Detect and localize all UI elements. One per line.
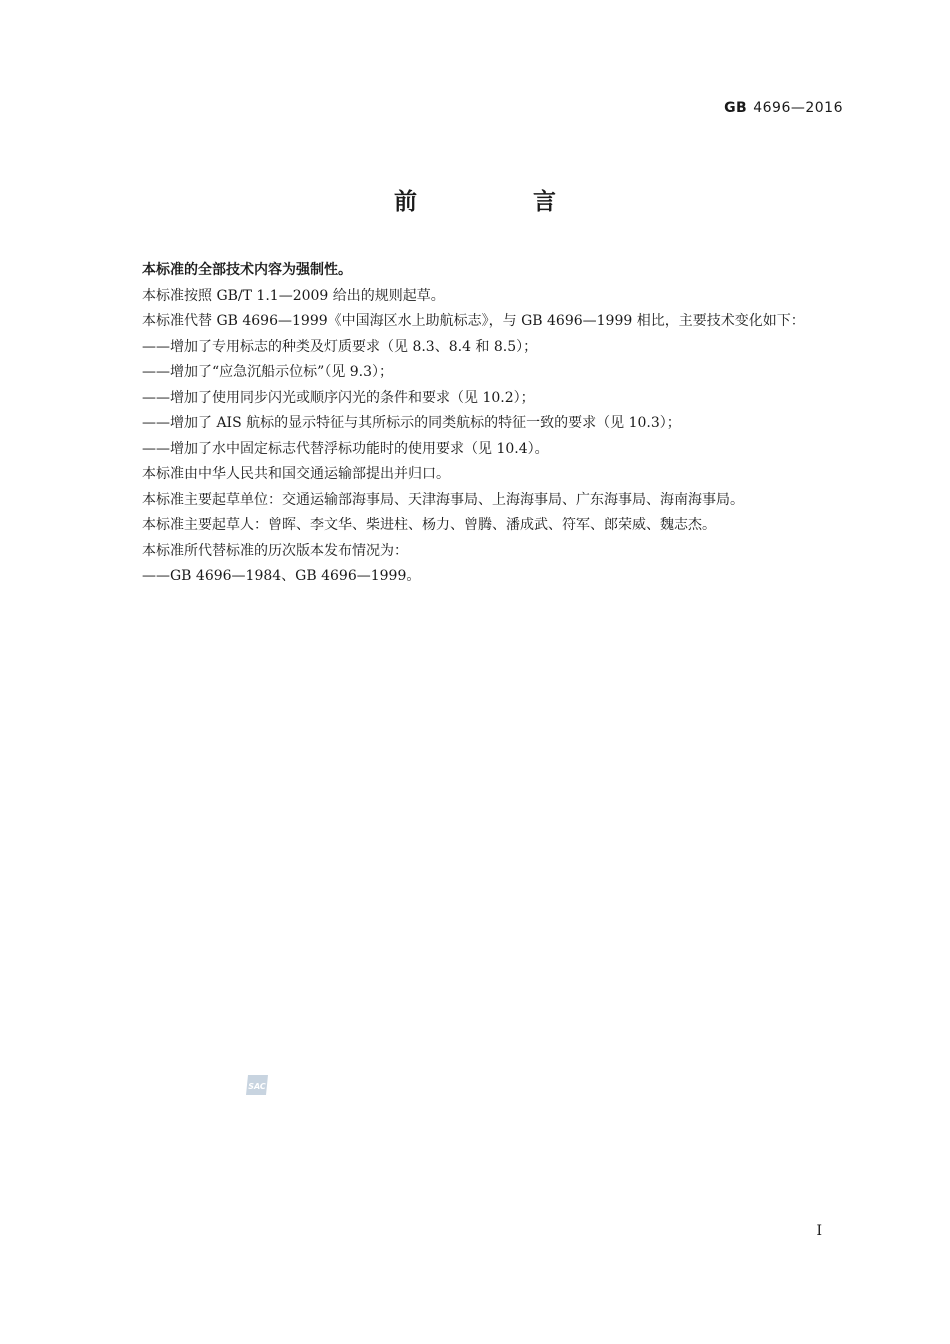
paragraph-mandatory: 本标准的全部技术内容为强制性。	[142, 262, 352, 278]
svg-text:SAC: SAC	[248, 1082, 266, 1091]
page-number: I	[816, 1223, 822, 1239]
list-item: ——增加了使用同步闪光或顺序闪光的条件和要求（见 10.2）；	[142, 389, 535, 406]
list-item: ——增加了 AIS 航标的显示特征与其所标示的同类航标的特征一致的要求（见 10.3）；	[142, 415, 681, 431]
paragraph-history: 本标准所代替标准的历次版本发布情况为：	[142, 542, 408, 559]
sac-watermark-logo	[244, 1073, 270, 1097]
foreword-body	[108, 258, 843, 590]
paragraph-drafters: 本标准主要起草人：曾晖、李文华、柴进柱、杨力、曾腾、潘成武、符军、郎荣威、魏志杰。	[142, 517, 716, 533]
list-item: ——增加了专用标志的种类及灯质要求（见 8.3、8.4 和 8.5）；	[142, 338, 538, 355]
page-title: 前 言	[393, 189, 610, 215]
list-item: ——增加了“应急沉船示位标”（见 9.3）；	[142, 364, 394, 380]
standard-code	[724, 100, 843, 116]
standard-prefix: GB	[724, 100, 748, 116]
paragraph-drafting-units: 本标准主要起草单位：交通运输部海事局、天津海事局、上海海事局、广东海事局、海南海事局。	[142, 491, 744, 508]
paragraph-proposer: 本标准由中华人民共和国交通运输部提出并归口。	[142, 466, 450, 482]
paragraph-drafting-rules: 本标准按照 GB/T 1.1—2009 给出的规则起草。	[142, 287, 445, 304]
paragraph-replaces: 本标准代替 GB 4696—1999《中国海区水上助航标志》，与 GB 4696—1999 相比，主要技术变化如下：	[142, 313, 805, 329]
list-item: ——增加了水中固定标志代替浮标功能时的使用要求（见 10.4）。	[142, 440, 549, 457]
list-item: ——GB 4696—1984、GB 4696—1999。	[142, 568, 421, 584]
standard-number: 4696—2016	[753, 100, 843, 116]
